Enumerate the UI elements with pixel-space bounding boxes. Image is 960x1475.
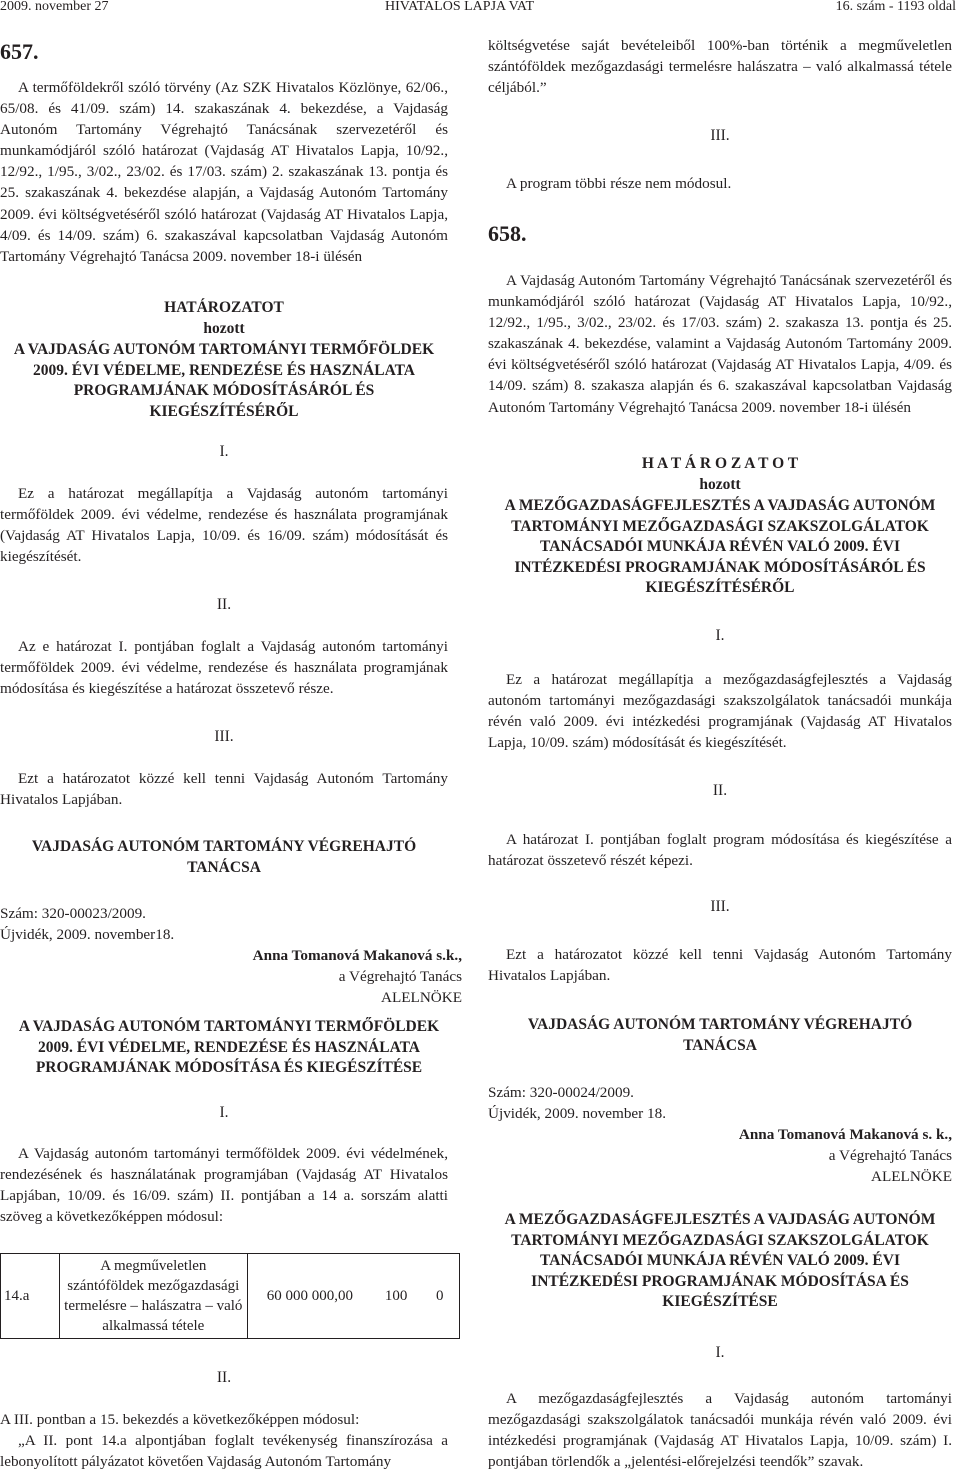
table-row (1, 1254, 460, 1339)
right-section-2: II. (712, 782, 728, 799)
right-signer-role: a Végrehajtó Tanács (828, 1147, 952, 1164)
table-cell-zero: 0 (421, 1254, 460, 1339)
left-document-number: Szám: 320-00023/2009. (0, 905, 146, 922)
header-journal: HIVATALOS LAPJA VAT (385, 0, 535, 14)
right-section-3: III. (710, 898, 730, 915)
left-signer-role: a Végrehajtó Tanács (338, 968, 462, 985)
amendment-table (0, 1253, 460, 1339)
right-program-title: A MEZŐGAZDASÁGFEJLESZTÉS A VAJDASÁG AUTONÓM TARTOMÁNYI MEZŐGAZDASÁGI SZAKSZOLGÁLATOK TANÁCSADÓI MUNKÁJA RÉVÉN VALÓ 2009. ÉVI INTÉZKEDÉSI PROGRAMJÁNAK MÓDOSÍTÁSA ÉS KIEGÉSZÍTÉSE (504, 1211, 936, 1310)
right-column (488, 0, 952, 1475)
table-cell-amount: 60 000 000,00 (248, 1254, 372, 1339)
left-section-1: I. (219, 443, 229, 460)
left-paragraph-5b: „A II. pont 14.a alpontjában foglalt tevékenység finanszírozása a lebonyolított pályázatot követően Vajdaság Autonóm Tartomány (0, 1432, 448, 1471)
table-cell-code: 14.a (1, 1254, 60, 1339)
right-council-name: VAJDASÁG AUTONÓM TARTOMÁNY VÉGREHAJTÓ TANÁCSA (527, 1016, 913, 1054)
right-paragraph-1: Ez a határozat megállapítja a mezőgazdaságfejlesztés a Vajdaság autonóm tartományi mezőgazdasági szakszolgálatok tanácsadói munkája révén való 2009. évi intézkedési programjának (Vajdaság AT Hivatalos Lapja, 10/09. szám) módosítását és kiegészítését. (488, 671, 952, 752)
left-paragraph-1: Ez a határozat megállapítja a Vajdaság autonóm tartományi termőföldek 2009. évi védelme, rendezése és használata programjának (Vajdaság AT Hivatalos Lapja, 10/09. és 16/09. szám) módosítását és kiegészítését. (0, 485, 448, 566)
right-program-rest: A program többi része nem módosul. (506, 175, 732, 192)
header-page-number: 16. szám - 1193 oldal (835, 0, 956, 14)
left-intro-paragraph: A termőföldekről szóló törvény (Az SZK Hivatalos Közlönye, 62/06., 65/08. és 41/09. szám) 14. szakaszának 4. bekezdése, a Vajdaság Autonóm Tartomány Végrehajtó Tanácsának szervezetéről és munkamódjáról szóló határozat (Vajdaság AT Hivatalos Lapja, 10/92., 12/92., 1/95., 3/02., 23/02. és 17/03. szám) 2. szakaszának 13. pontja és 25. szakaszának 4. bekezdése alapján, a Vajdaság Autonóm Tartomány 2009. évi költségvetéséről szóló határozat (Vajdaság AT Hivatalos Lapja, 4/09. és 14/09. szám) 6. szakaszával kapcsolatban Vajdaság Autonóm Tartomány Végrehajtó Tanácsa 2009. november 18-i ülésén (0, 79, 448, 265)
right-intro-paragraph: A Vajdaság Autonóm Tartomány Végrehajtó Tanácsának szervezetéről és munkamódjáról szóló határozat (Vajdaság AT Hivatalos Lapja, 10/92., 12/92., 1/95., 3/02., 23/02. és 17/03. szám) 2. szakasza 13. pontja és 25. szakaszának 4. bekezdése, valamint a Vajdaság Autonóm Tartomány 2009. évi költségvetéséről szóló határozat (Vajdaság AT Hivatalos Lapja, 4/09. és 14/09. szám) 8. szakasza alapján és 6. szakaszával kapcsolatban Vajdaság Autonóm Tartomány Végrehajtó Tanácsa 2009. november 18-i ülésén (488, 272, 952, 416)
left-place-date: Újvidék, 2009. november18. (0, 926, 175, 943)
left-signer-title: ALELNÖKE (381, 989, 462, 1006)
right-paragraph-2: A határozat I. pontjában foglalt program módosítása és kiegészítése a határozat összetevő részét képezi. (488, 831, 952, 870)
right-signer-title: ALELNÖKE (871, 1168, 952, 1185)
right-brought-word: hozott (699, 476, 741, 493)
left-decision-word: HATÁROZATOT (164, 299, 284, 316)
left-section-5: II. (216, 1369, 232, 1386)
header-date: 2009. november 27 (0, 0, 109, 14)
left-council-name: VAJDASÁG AUTONÓM TARTOMÁNY VÉGREHAJTÓ TANÁCSA (31, 838, 417, 876)
left-brought-word: hozott (203, 320, 245, 337)
right-paragraph-3: Ezt a határozatot közzé kell tenni Vajdaság Autonóm Tartomány Hivatalos Lapjában. (488, 946, 952, 985)
left-section-2: II. (216, 596, 232, 613)
right-decision-word: H A T Á R O Z A T O T (641, 455, 799, 472)
right-paragraph-4: A mezőgazdaságfejlesztés a Vajdaság autonóm tartományi mezőgazdasági szakszolgálatok tanácsadói munkája révén való 2009. évi intézkedési programjának (Vajdaság AT Hivatalos Lapja, 10/09. szám) I. pontjában törlendők a „jelentési-előrejelzési teendők” szavak. (488, 1390, 952, 1471)
left-decision-title: A VAJDASÁG AUTONÓM TARTOMÁNYI TERMŐFÖLDEK 2009. ÉVI VÉDELME, RENDEZÉSE ÉS HASZNÁLATA PROGRAMJÁNAK MÓDOSÍTÁSÁRÓL ÉS KIEGÉSZÍTÉSÉRŐL (13, 341, 435, 420)
right-place-date: Újvidék, 2009. november 18. (488, 1105, 667, 1122)
right-document-number: Szám: 320-00024/2009. (488, 1084, 634, 1101)
left-paragraph-3: Ezt a határozatot közzé kell tenni Vajdaság Autonóm Tartomány Hivatalos Lapjában. (0, 770, 448, 809)
left-paragraph-2: Az e határozat I. pontjában foglalt a Vajdaság autonóm tartományi termőföldek 2009. évi védelme, rendezése és használata programjának módosítása és kiegészítése a határozat összetevő része. (0, 638, 448, 698)
left-section-4: I. (219, 1104, 229, 1121)
table-cell-percent: 100 (372, 1254, 421, 1339)
left-paragraph-5a: A III. pontban a 15. bekezdés a következőképpen módosul: (0, 1411, 360, 1428)
table-cell-description: A megműveletlen szántóföldek mezőgazdasági termelésre – halászatra – való alkalmassá tétele (59, 1254, 247, 1339)
right-section-iii: III. (710, 127, 730, 144)
left-signer-name: Anna Tomanová Makanová s.k., (252, 947, 462, 964)
item-number-657: 657. (0, 39, 39, 64)
left-program-title: A VAJDASÁG AUTONÓM TARTOMÁNYI TERMŐFÖLDEK 2009. ÉVI VÉDELME, RENDEZÉSE ÉS HASZNÁLATA PROGRAMJÁNAK MÓDOSÍTÁSA ÉS KIEGÉSZÍTÉSE (18, 1018, 440, 1076)
right-section-1: I. (715, 627, 725, 644)
right-section-4: I. (715, 1344, 725, 1361)
right-decision-title: A MEZŐGAZDASÁGFEJLESZTÉS A VAJDASÁG AUTONÓM TARTOMÁNYI MEZŐGAZDASÁGI SZAKSZOLGÁLATOK TANÁCSADÓI MUNKÁJA RÉVÉN VALÓ 2009. ÉVI INTÉZKEDÉSI PROGRAMJÁNAK MÓDOSÍTÁSÁRÓL ÉS KIEGÉSZÍTÉSÉRŐL (504, 497, 936, 596)
right-signer-name: Anna Tomanová Makanová s. k., (738, 1126, 952, 1143)
right-continued-paragraph: költségvetése saját bevételeiből 100%-ban történik a megműveletlen szántóföldek mezőgazdasági termelésre halászatra – való alkalmassá tétele céljából.” (488, 37, 952, 97)
item-number-658: 658. (488, 221, 527, 246)
left-section-3: III. (214, 728, 234, 745)
left-paragraph-4: A Vajdaság autonóm tartományi termőföldek 2009. évi védelmének, rendezésének és használatának programjában (Vajdaság AT Hivatalos Lapjában, 10/09. és 16/09. szám) II. pontjában a 14 a. sorszám alatti szöveg a következőképpen módosul: (0, 1145, 448, 1226)
